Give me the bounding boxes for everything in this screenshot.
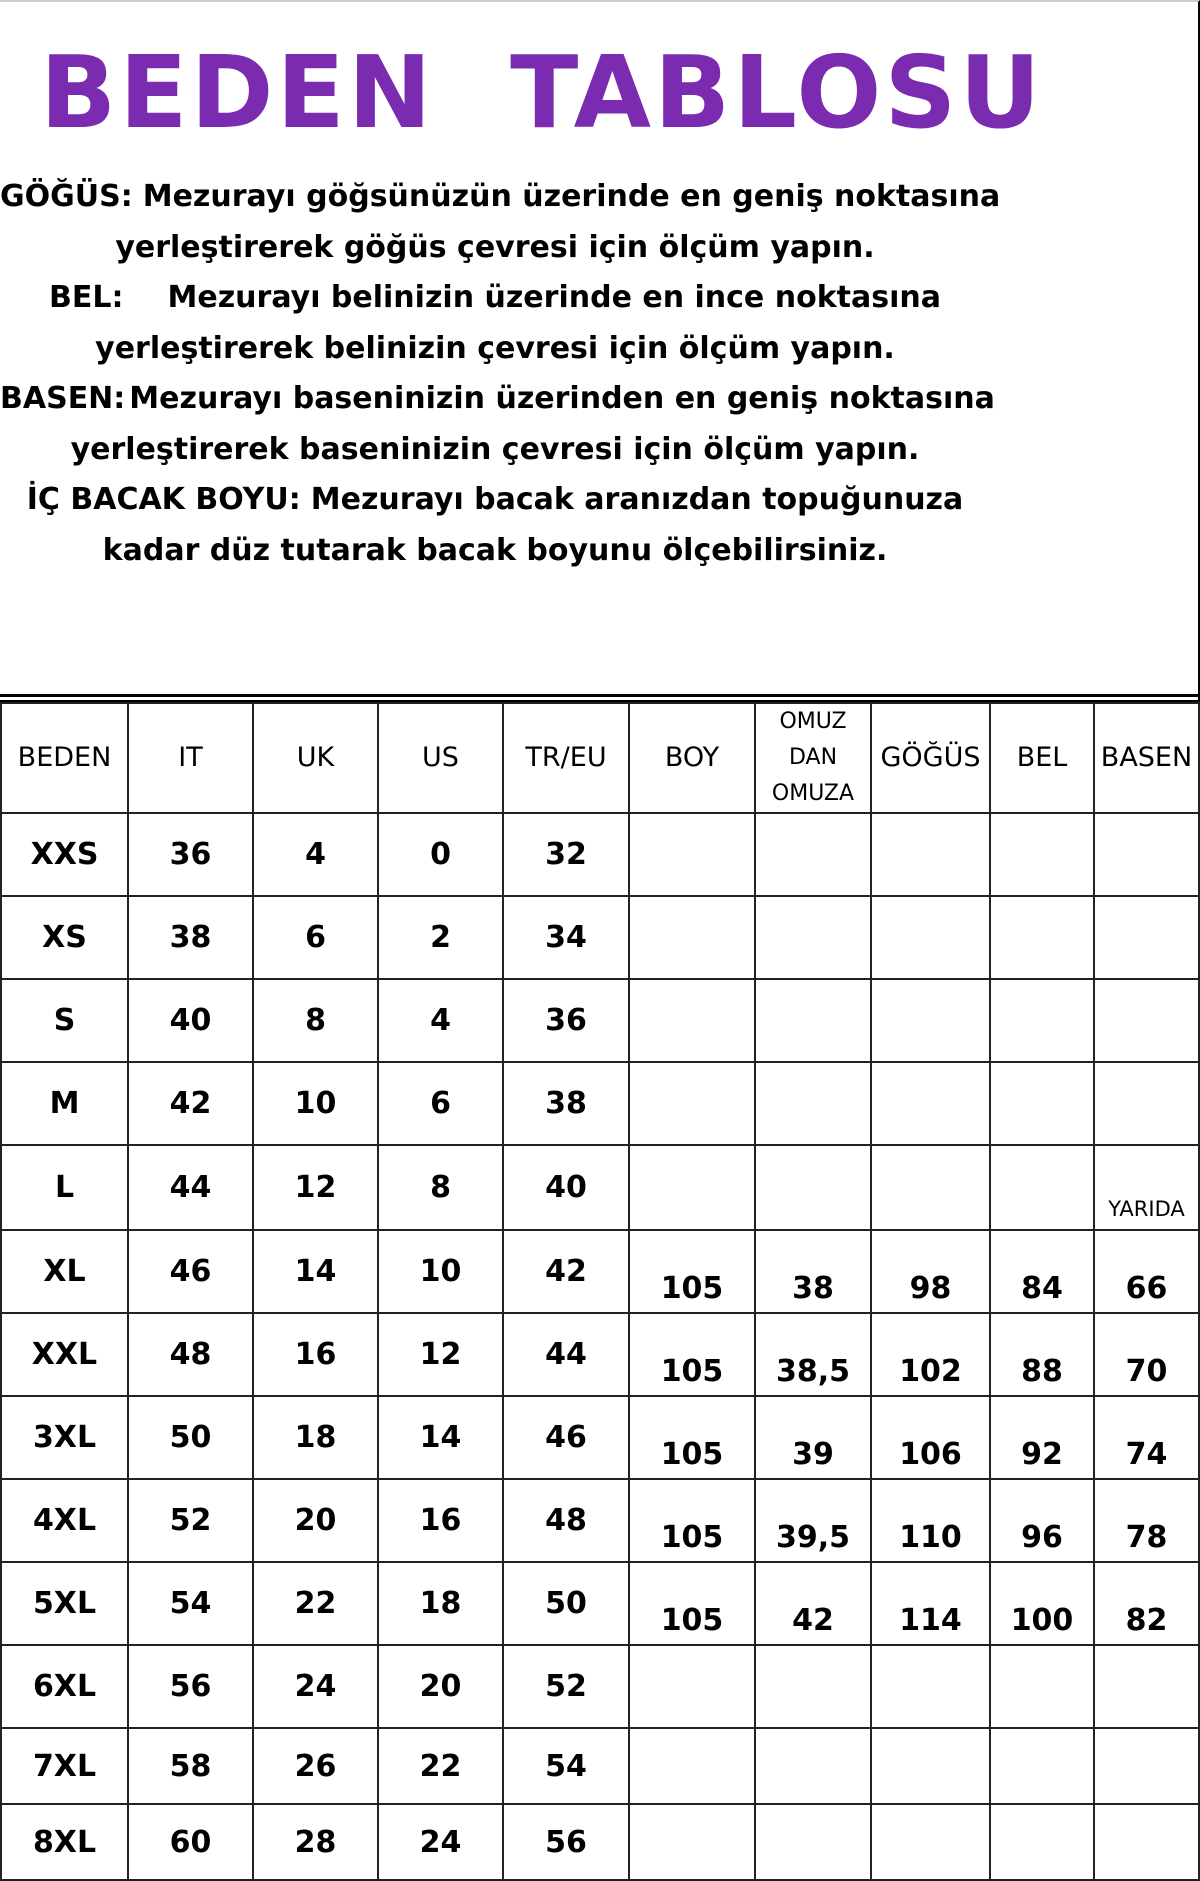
- instruction-label: BEL:: [49, 280, 124, 315]
- cell-us: 12: [378, 1313, 503, 1396]
- cell-uk: 12: [253, 1145, 378, 1230]
- cell-bel: [990, 1145, 1094, 1230]
- cell-boy: [629, 896, 755, 979]
- table-row: [1, 896, 1199, 979]
- measurement-instructions: [0, 172, 1001, 576]
- cell-tr-eu: 54: [503, 1728, 629, 1804]
- cell-uk: 10: [253, 1062, 378, 1145]
- cell-us: 8: [378, 1145, 503, 1230]
- cell-basen: [1094, 813, 1199, 896]
- cell-it: 38: [128, 896, 253, 979]
- header-omuzdan-omuza: [755, 703, 871, 813]
- basen-half-note: YARIDA: [1094, 1145, 1199, 1230]
- instruction-line: [0, 475, 990, 526]
- cell-tr-eu: 34: [503, 896, 629, 979]
- cell-boy: [629, 1645, 755, 1728]
- cell-uk: 22: [253, 1562, 378, 1645]
- cell-omuz: 38: [755, 1230, 871, 1313]
- table-row: [1, 1562, 1199, 1645]
- cell-beden: L: [1, 1145, 128, 1230]
- table-header-row: [1, 703, 1199, 813]
- cell-it: 48: [128, 1313, 253, 1396]
- cell-gogus: [871, 896, 990, 979]
- cell-it: 54: [128, 1562, 253, 1645]
- cell-us: 14: [378, 1396, 503, 1479]
- header-us: US: [378, 703, 503, 813]
- table-row: [1, 1062, 1199, 1145]
- table-row: [1, 1804, 1199, 1880]
- cell-us: 22: [378, 1728, 503, 1804]
- table-row: [1, 813, 1199, 896]
- cell-gogus: [871, 1804, 990, 1880]
- cell-boy: 105: [629, 1230, 755, 1313]
- cell-gogus: 106: [871, 1396, 990, 1479]
- instruction-text: yerleştirerek göğüs çevresi için ölçüm yapın.: [115, 229, 875, 265]
- cell-beden: XS: [1, 896, 128, 979]
- cell-omuz: [755, 1645, 871, 1728]
- header-omuz-line3: OMUZA: [771, 781, 855, 806]
- page-title: BEDEN TABLOSU: [40, 34, 1044, 151]
- cell-tr-eu: 56: [503, 1804, 629, 1880]
- header-omuz-line1: OMUZ: [779, 709, 847, 734]
- cell-us: 10: [378, 1230, 503, 1313]
- cell-gogus: 98: [871, 1230, 990, 1313]
- cell-uk: 18: [253, 1396, 378, 1479]
- cell-tr-eu: 42: [503, 1230, 629, 1313]
- cell-bel: 96: [990, 1479, 1094, 1562]
- table-row: [1, 1313, 1199, 1396]
- instruction-label: BASEN:: [0, 381, 126, 416]
- instruction-line: [0, 223, 990, 274]
- cell-omuz: [755, 1804, 871, 1880]
- header-boy: BOY: [629, 703, 755, 813]
- cell-us: 2: [378, 896, 503, 979]
- instruction-line: [0, 374, 995, 425]
- cell-basen: [1094, 979, 1199, 1062]
- cell-bel: 100: [990, 1562, 1094, 1645]
- cell-uk: 28: [253, 1804, 378, 1880]
- cell-beden: S: [1, 979, 128, 1062]
- instruction-label: GÖĞÜS:: [0, 179, 133, 214]
- cell-omuz: [755, 979, 871, 1062]
- cell-beden: XXS: [1, 813, 128, 896]
- cell-bel: 88: [990, 1313, 1094, 1396]
- cell-omuz: [755, 813, 871, 896]
- cell-basen: 74: [1094, 1396, 1199, 1479]
- cell-beden: 3XL: [1, 1396, 128, 1479]
- cell-it: 46: [128, 1230, 253, 1313]
- cell-it: 50: [128, 1396, 253, 1479]
- cell-basen: 78: [1094, 1479, 1199, 1562]
- cell-bel: [990, 813, 1094, 896]
- cell-tr-eu: 40: [503, 1145, 629, 1230]
- cell-it: 40: [128, 979, 253, 1062]
- cell-it: 60: [128, 1804, 253, 1880]
- cell-omuz: [755, 1062, 871, 1145]
- cell-gogus: 102: [871, 1313, 990, 1396]
- cell-omuz: 42: [755, 1562, 871, 1645]
- instruction-line: [0, 526, 990, 577]
- instruction-line: [0, 324, 990, 375]
- instruction-line: [0, 273, 990, 324]
- cell-omuz: 38,5: [755, 1313, 871, 1396]
- instruction-line: [0, 425, 990, 476]
- cell-beden: 8XL: [1, 1804, 128, 1880]
- cell-gogus: [871, 1728, 990, 1804]
- cell-bel: 92: [990, 1396, 1094, 1479]
- header-uk: UK: [253, 703, 378, 813]
- cell-basen: 70: [1094, 1313, 1199, 1396]
- table-row: [1, 1645, 1199, 1728]
- cell-omuz: [755, 896, 871, 979]
- cell-basen: [1094, 1804, 1199, 1880]
- cell-basen: 82: [1094, 1562, 1199, 1645]
- table-row: [1, 1396, 1199, 1479]
- cell-boy: [629, 1062, 755, 1145]
- cell-us: 24: [378, 1804, 503, 1880]
- instruction-text: Mezurayı bacak aranızdan topuğunuza: [310, 482, 964, 517]
- cell-tr-eu: 46: [503, 1396, 629, 1479]
- cell-boy: [629, 1728, 755, 1804]
- cell-beden: XL: [1, 1230, 128, 1313]
- table-row: [1, 1728, 1199, 1804]
- cell-tr-eu: 44: [503, 1313, 629, 1396]
- cell-omuz: [755, 1145, 871, 1230]
- header-gogus: GÖĞÜS: [871, 703, 990, 813]
- cell-it: 42: [128, 1062, 253, 1145]
- cell-gogus: [871, 1145, 990, 1230]
- cell-gogus: [871, 1645, 990, 1728]
- cell-boy: 105: [629, 1313, 755, 1396]
- cell-it: 44: [128, 1145, 253, 1230]
- cell-uk: 4: [253, 813, 378, 896]
- cell-uk: 6: [253, 896, 378, 979]
- cell-bel: [990, 1728, 1094, 1804]
- cell-basen: [1094, 1728, 1199, 1804]
- instruction-text: Mezurayı belinizin üzerinde en ince noktasına: [167, 280, 941, 315]
- cell-boy: [629, 1145, 755, 1230]
- cell-us: 4: [378, 979, 503, 1062]
- cell-bel: [990, 896, 1094, 979]
- cell-uk: 8: [253, 979, 378, 1062]
- cell-basen: [1094, 1645, 1199, 1728]
- cell-it: 52: [128, 1479, 253, 1562]
- cell-boy: 105: [629, 1562, 755, 1645]
- cell-it: 56: [128, 1645, 253, 1728]
- table-row: [1, 979, 1199, 1062]
- cell-beden: 4XL: [1, 1479, 128, 1562]
- instruction-label: İÇ BACAK BOYU:: [26, 482, 301, 517]
- instruction-text: Mezurayı baseninizin üzerinden en geniş noktasına: [129, 381, 995, 416]
- header-omuz-line2: DAN: [788, 745, 838, 770]
- cell-uk: 16: [253, 1313, 378, 1396]
- cell-basen: [1094, 1062, 1199, 1145]
- cell-gogus: [871, 979, 990, 1062]
- cell-boy: [629, 813, 755, 896]
- cell-basen: 66: [1094, 1230, 1199, 1313]
- header-tr-eu: TR/EU: [503, 703, 629, 813]
- cell-omuz: [755, 1728, 871, 1804]
- cell-uk: 26: [253, 1728, 378, 1804]
- instruction-text: kadar düz tutarak bacak boyunu ölçebilirsiniz.: [102, 532, 888, 568]
- cell-beden: M: [1, 1062, 128, 1145]
- cell-tr-eu: 32: [503, 813, 629, 896]
- cell-boy: 105: [629, 1479, 755, 1562]
- cell-bel: [990, 1062, 1094, 1145]
- header-basen: BASEN: [1094, 703, 1199, 813]
- cell-beden: 5XL: [1, 1562, 128, 1645]
- cell-gogus: [871, 813, 990, 896]
- cell-bel: 84: [990, 1230, 1094, 1313]
- header-beden: BEDEN: [1, 703, 128, 813]
- cell-bel: [990, 979, 1094, 1062]
- cell-tr-eu: 52: [503, 1645, 629, 1728]
- cell-bel: [990, 1804, 1094, 1880]
- header-bel: BEL: [990, 703, 1094, 813]
- cell-basen: [1094, 896, 1199, 979]
- cell-gogus: [871, 1062, 990, 1145]
- instruction-text: yerleştirerek baseninizin çevresi için ölçüm yapın.: [70, 431, 920, 467]
- cell-it: 58: [128, 1728, 253, 1804]
- cell-beden: XXL: [1, 1313, 128, 1396]
- table-row: [1, 1145, 1199, 1230]
- cell-boy: 105: [629, 1396, 755, 1479]
- cell-uk: 20: [253, 1479, 378, 1562]
- cell-uk: 14: [253, 1230, 378, 1313]
- cell-boy: [629, 979, 755, 1062]
- cell-omuz: 39: [755, 1396, 871, 1479]
- table-top-double-rule: [0, 694, 1200, 702]
- cell-tr-eu: 50: [503, 1562, 629, 1645]
- cell-us: 20: [378, 1645, 503, 1728]
- cell-beden: 7XL: [1, 1728, 128, 1804]
- header-it: IT: [128, 703, 253, 813]
- cell-gogus: 114: [871, 1562, 990, 1645]
- cell-beden: 6XL: [1, 1645, 128, 1728]
- table-row: [1, 1479, 1199, 1562]
- size-table: [0, 702, 1200, 1881]
- cell-it: 36: [128, 813, 253, 896]
- table-row: [1, 1230, 1199, 1313]
- instruction-text: yerleştirerek belinizin çevresi için ölçüm yapın.: [95, 330, 895, 366]
- cell-us: 18: [378, 1562, 503, 1645]
- instruction-line: [0, 172, 1001, 223]
- cell-tr-eu: 36: [503, 979, 629, 1062]
- cell-us: 6: [378, 1062, 503, 1145]
- cell-tr-eu: 38: [503, 1062, 629, 1145]
- cell-tr-eu: 48: [503, 1479, 629, 1562]
- cell-omuz: 39,5: [755, 1479, 871, 1562]
- instruction-text: Mezurayı göğsünüzün üzerinde en geniş noktasına: [142, 179, 1001, 214]
- cell-bel: [990, 1645, 1094, 1728]
- cell-us: 16: [378, 1479, 503, 1562]
- cell-boy: [629, 1804, 755, 1880]
- cell-us: 0: [378, 813, 503, 896]
- cell-gogus: 110: [871, 1479, 990, 1562]
- cell-uk: 24: [253, 1645, 378, 1728]
